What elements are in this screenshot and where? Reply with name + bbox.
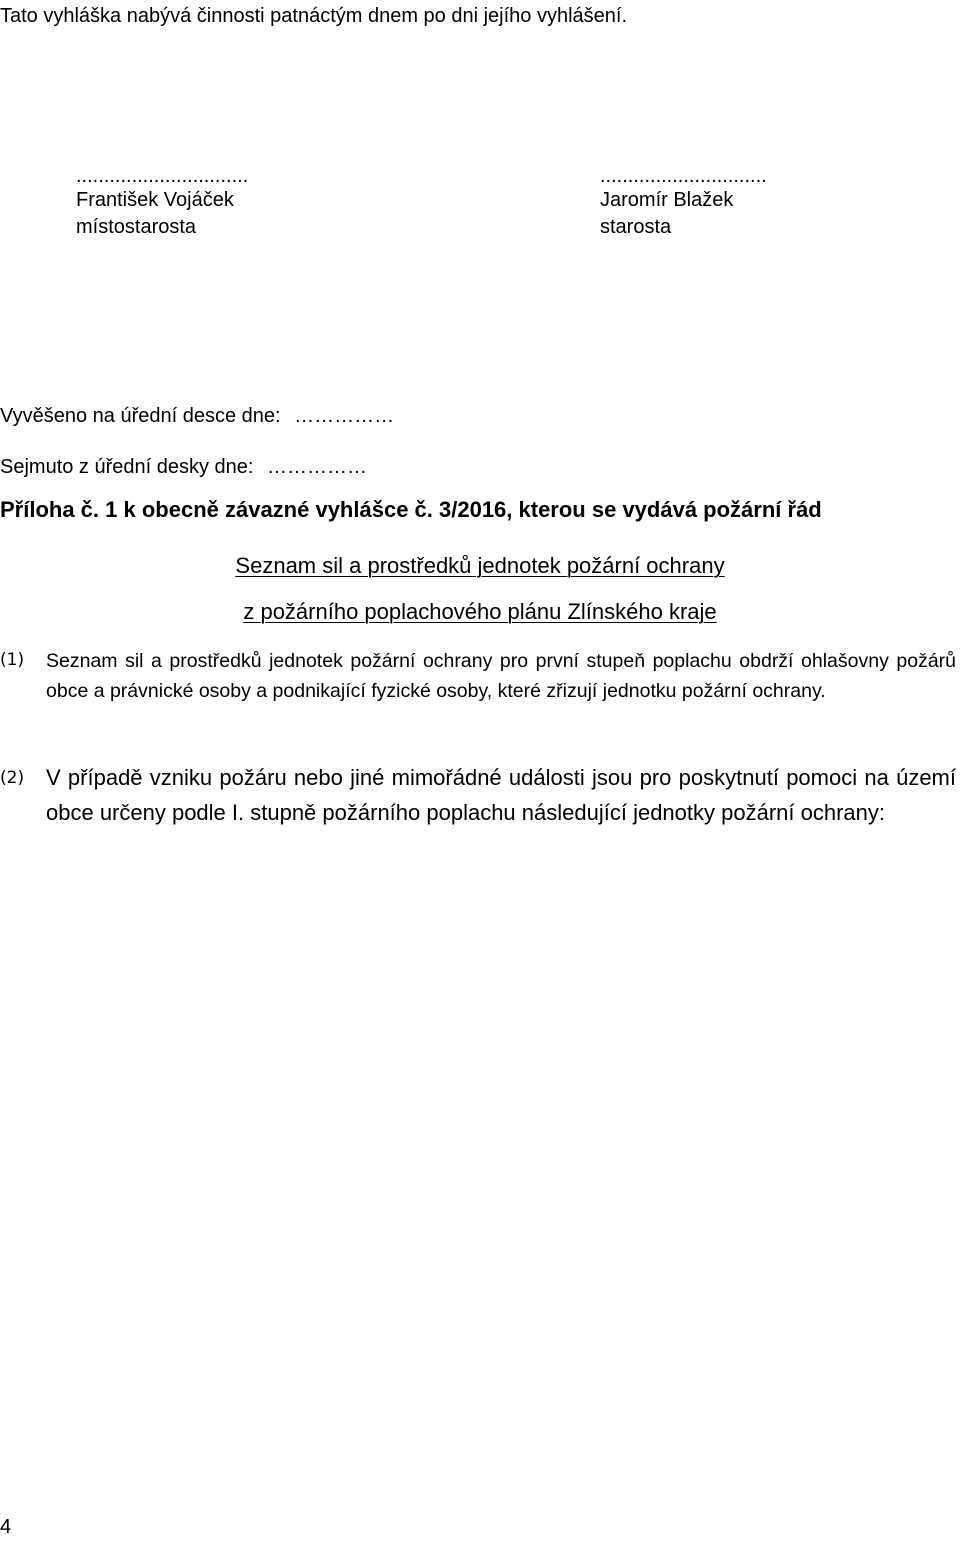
paragraph-text: V případě vzniku požáru nebo jiné mimořádné události jsou pro poskytnutí pomoci na území obce určeny podle I. stupně požárního poplachu následující jednotky požární ochrany: (46, 765, 956, 825)
paragraph-number: (1) (0, 650, 25, 670)
page-number: 4 (0, 1516, 12, 1538)
paragraph-number: (2) (0, 768, 25, 788)
signature-line: ............................... (76, 165, 249, 187)
signatory-name: Jaromír Blažek (600, 189, 734, 211)
list-title-text: z požárního poplachového plánu Zlínského kraje (243, 599, 717, 624)
annex-heading: Příloha č. 1 k obecně závazné vyhlášce č. 3/2016, kterou se vydává požární řád (0, 497, 822, 522)
signatory-role: místostarosta (76, 216, 197, 238)
list-title-text: Seznam sil a prostředků jednotek požární ochrany (235, 553, 725, 578)
list-title-line-1 (0, 553, 960, 579)
signatory-name: František Vojáček (76, 189, 234, 211)
paragraph-text: Seznam sil a prostředků jednotek požární ochrany pro první stupeň poplachu obdrží ohlašovny požárů obce a právnické osoby a podnikající fyzické osoby, které zřizují jednotku požární ochrany. (46, 650, 956, 702)
removed-label: Sejmuto z úřední desky dne: (0, 456, 254, 478)
removed-date-placeholder: …………… (267, 456, 368, 478)
list-title-line-2 (0, 599, 960, 625)
removed-from-board-line (0, 455, 367, 479)
posted-on-board-line (0, 404, 394, 428)
signatory-role: starosta (600, 216, 672, 238)
signature-line: .............................. (600, 165, 767, 187)
paragraph-1 (0, 646, 956, 706)
effective-date-sentence: Tato vyhláška nabývá činnosti patnáctým dnem po dni jejího vyhlášení. (0, 5, 628, 27)
posted-label: Vyvěšeno na úřední desce dne: (0, 405, 281, 427)
paragraph-2 (0, 760, 956, 830)
posted-date-placeholder: …………… (294, 405, 395, 427)
